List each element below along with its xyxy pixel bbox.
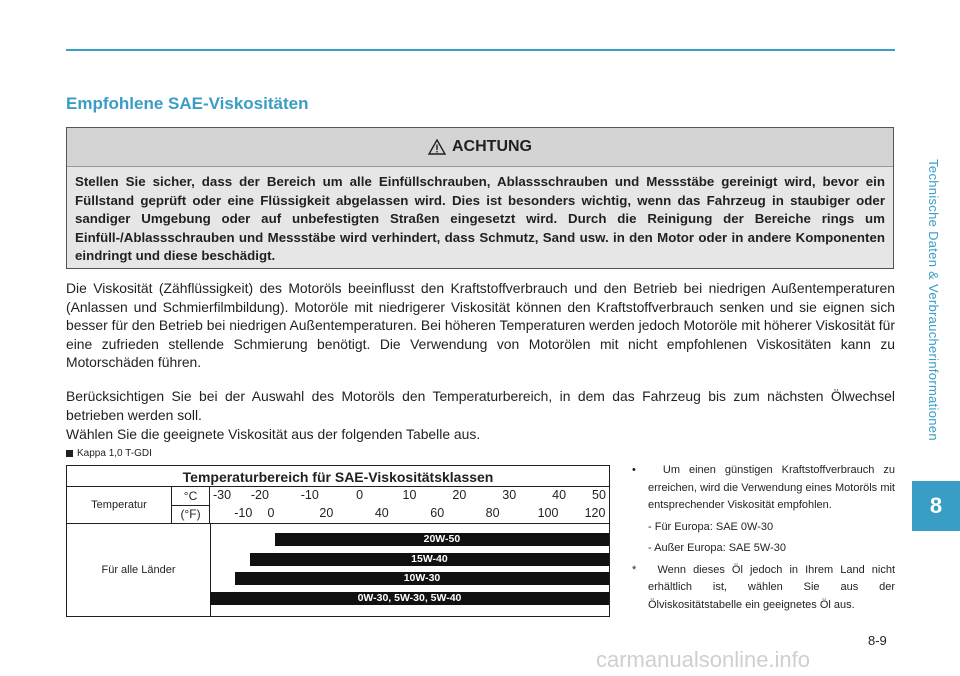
unit-fahrenheit: (°F) <box>172 505 210 523</box>
square-bullet-icon <box>66 450 73 457</box>
fahrenheit-tick: 0 <box>267 506 275 520</box>
celsius-tick: 30 <box>502 488 517 502</box>
note-footnote-text: Wenn dieses Öl jedoch in Ihrem Land nicht erhältlich ist, wählen Sie aus der Ölviskositätstabelle ein geeignetes Öl aus. <box>648 563 896 611</box>
celsius-tick: -20 <box>250 488 269 502</box>
celsius-tick: 10 <box>402 488 417 502</box>
note-outside-europe: - Außer Europa: SAE 5W-30 <box>648 542 786 554</box>
note-footnote: * Wenn dieses Öl jedoch in Ihrem Land nicht erhältlich ist, wählen Sie aus der Ölviskositätstabelle ein geeignetes Öl aus. <box>632 563 896 611</box>
note-bullet: • Um einen günstigen Kraftstoffverbrauch zu erreichen, wird die Verwendung eines Motoröls mit entsprechender Viskosität empfohlen. <box>632 464 895 511</box>
unit-celsius: °C <box>172 487 210 506</box>
celsius-tick: -30 <box>212 488 232 502</box>
celsius-tick: 20 <box>452 488 467 502</box>
section-heading: Empfohlene SAE-Viskositäten <box>66 94 309 113</box>
viscosity-bar: 0W-30, 5W-30, 5W-40 <box>210 592 609 605</box>
celsius-tick: -10 <box>300 488 319 502</box>
chapter-tab: 8 <box>912 481 960 531</box>
top-rule <box>66 49 895 51</box>
watermark: carmanualsonline.info <box>596 647 811 672</box>
fahrenheit-tick: 120 <box>584 506 606 520</box>
notes <box>622 462 895 614</box>
celsius-tick: 50 <box>592 488 606 502</box>
fahrenheit-tick: 40 <box>374 506 389 520</box>
caution-box <box>66 127 894 269</box>
temperature-row-label: Temperatur <box>67 487 172 523</box>
caution-title: ACHTUNG <box>452 138 532 155</box>
celsius-tick: 40 <box>552 488 567 502</box>
paragraph-select: Wählen Sie die geeignete Viskosität aus der folgenden Tabelle aus. <box>66 426 481 442</box>
warning-triangle-icon <box>428 139 446 155</box>
caution-header <box>67 128 893 167</box>
fahrenheit-tick: 20 <box>319 506 334 520</box>
caution-text: Stellen Sie sicher, dass der Bereich um alle Einfüllschrauben, Ablassschrauben und Messstäbe gereinigt wird, bevor ein Füllstand geprüft oder eine Flüssigkeit abgelassen wird. Dies ist besonders wichtig, wenn das Fahrzeug in staubiger oder sandiger Umgebung oder auf unbefestigten Straßen eingesetzt wird. Durch die Reinigung der Bereiche rings um Einfüll-/Ablassschrauben und Messstäbe wird verhindert, dass Schmutz, Sand usw. in den Motor oder in andere Komponenten eindringt und diese beschädigt. <box>75 174 885 263</box>
region-row-label: Für alle Länder <box>67 524 211 616</box>
chapter-side-title: Technische Daten & Verbraucherinformationen <box>926 159 941 441</box>
fahrenheit-tick: 60 <box>430 506 445 520</box>
note-bullet-text: Um einen günstigen Kraftstoffverbrauch zu erreichen, wird die Verwendung eines Motoröls mit entsprechender Viskosität empfohlen. <box>648 464 895 511</box>
viscosity-bar: 20W-50 <box>275 533 609 546</box>
viscosity-chart <box>66 465 610 617</box>
viscosity-bar: 10W-30 <box>235 572 609 585</box>
page-number: 8-9 <box>868 633 887 648</box>
celsius-tick: 0 <box>356 488 364 502</box>
fahrenheit-tick: 100 <box>537 506 559 520</box>
chart-title: Temperaturbereich für SAE-Viskositätsklassen <box>67 466 609 487</box>
paragraph-temperature-range: Berücksichtigen Sie bei der Auswahl des Motoröls den Temperaturbereich, in dem das Fahrzeug bis zum nächsten Ölwechsel betrieben werden soll. <box>66 388 895 423</box>
engine-label-text: Kappa 1,0 T-GDI <box>77 448 152 459</box>
paragraph-viscosity: Die Viskosität (Zähflüssigkeit) des Motoröls beeinflusst den Kraftstoffverbrauch und den Betrieb bei niedrigen Außentemperaturen (Anlassen und Schmierfilmbildung). Motoröle mit niedrigerer Viskosität können den Kraftstoffverbrauch senken und sie eignen sich besser für den Betrieb bei niedrigen Außentemperaturen. Bei höheren Temperaturen werden jedoch Motoröle mit höherer Viskosität für eine zufrieden stellende Schmierung benötigt. Die Verwendung von Motorölen mit nicht empfohlenen Viskositäten kann zu Motorschäden führen. <box>66 280 895 370</box>
fahrenheit-tick: 80 <box>485 506 500 520</box>
fahrenheit-tick: -10 <box>234 506 253 520</box>
note-europe: - Für Europa: SAE 0W-30 <box>648 520 774 533</box>
engine-label <box>66 448 152 459</box>
viscosity-bar: 15W-40 <box>250 553 609 566</box>
